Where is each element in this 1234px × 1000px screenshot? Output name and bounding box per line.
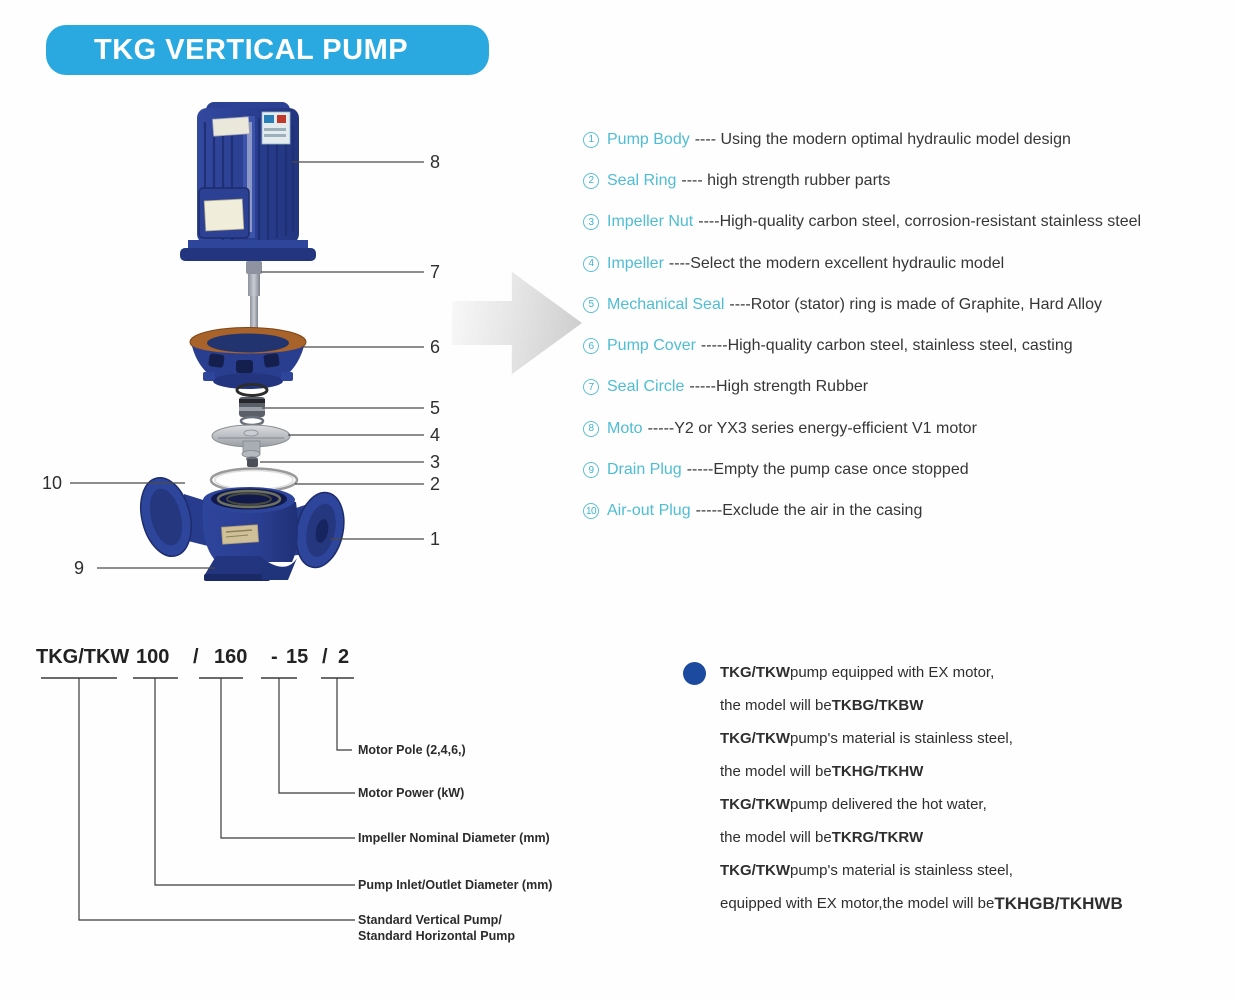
note-lines	[680, 656, 1160, 920]
bullet-icon	[683, 662, 706, 685]
note-text: the model will be	[720, 763, 832, 780]
part-name: Pump Cover	[607, 337, 696, 355]
model-separator: /	[193, 646, 199, 668]
label-inlet-diam: Pump Inlet/Outlet Diameter (mm)	[358, 878, 553, 892]
callout-number-6: 6	[430, 337, 441, 357]
label-series-line1: Standard Vertical Pump/	[358, 913, 502, 927]
model-separator: /	[322, 646, 328, 668]
part-description: -----Y2 or YX3 series energy-efficient V1 motor	[647, 419, 977, 437]
parts-list	[583, 119, 1234, 532]
model-code-text: TKRG/TKRW	[831, 829, 924, 846]
label-series-line2: Standard Horizontal Pump	[358, 929, 515, 943]
model-separator: -	[271, 646, 278, 668]
model-code-lines	[41, 678, 355, 920]
list-item	[583, 449, 1234, 490]
circled-number-icon: 3	[583, 214, 599, 230]
model-code-text: TKBG/TKBW	[831, 697, 924, 714]
note-line	[720, 854, 1160, 887]
note-text: pump's material is stainless steel,	[789, 862, 1013, 879]
model-notes	[680, 656, 1160, 920]
note-line	[720, 788, 1160, 821]
circled-number-icon: 10	[583, 503, 599, 519]
part-name: Pump Body	[607, 130, 690, 148]
callout-number-10: 10	[42, 473, 63, 493]
callout-number-9: 9	[74, 558, 85, 578]
callout-number-5: 5	[430, 398, 441, 418]
callout-number-2: 2	[430, 474, 441, 494]
part-name: Mechanical Seal	[607, 295, 725, 313]
model-code-text: TKG/TKW	[720, 862, 790, 879]
part-name: Impeller	[607, 254, 664, 272]
note-text: pump's material is stainless steel,	[789, 730, 1013, 747]
callout-number-8: 8	[430, 152, 441, 172]
list-item	[583, 119, 1234, 160]
note-line	[720, 887, 1160, 920]
motor-illustration	[180, 102, 316, 261]
note-line	[720, 755, 1160, 788]
list-item	[583, 408, 1234, 449]
model-segment-impeller: 160	[214, 646, 248, 668]
part-description: ---- Using the modern optimal hydraulic model design	[694, 130, 1071, 148]
part-name: Impeller Nut	[607, 213, 694, 231]
model-segment-pole: 2	[338, 646, 350, 668]
pump-body-illustration	[133, 472, 350, 581]
list-item	[583, 284, 1234, 325]
part-description: -----Empty the pump case once stopped	[686, 461, 969, 479]
callout-number-1: 1	[430, 529, 441, 549]
note-line	[720, 821, 1160, 854]
list-item	[583, 325, 1234, 366]
right-arrow-icon	[452, 262, 582, 384]
label-motor-power: Motor Power (kW)	[358, 786, 465, 800]
list-item	[583, 491, 1234, 532]
part-name: Seal Circle	[607, 378, 685, 396]
list-item	[583, 367, 1234, 408]
circled-number-icon: 5	[583, 297, 599, 313]
label-impeller-diam: Impeller Nominal Diameter (mm)	[358, 831, 550, 845]
note-text: pump equipped with EX motor,	[789, 664, 995, 681]
impeller-nut-illustration	[246, 457, 258, 468]
note-text: equipped with EX motor,the model will be	[720, 895, 995, 912]
circled-number-icon: 2	[583, 173, 599, 189]
part-description: ----Select the modern excellent hydraulic model	[668, 254, 1005, 272]
model-code-diagram	[0, 618, 700, 988]
list-item	[583, 243, 1234, 284]
circled-number-icon: 1	[583, 132, 599, 148]
model-code-text: TKG/TKW	[720, 664, 790, 681]
model-code-text: TKG/TKW	[720, 796, 790, 813]
note-text: the model will be	[720, 697, 832, 714]
part-description: ---- high strength rubber parts	[681, 171, 891, 189]
callout-number-4: 4	[430, 425, 441, 445]
circled-number-icon: 4	[583, 256, 599, 272]
note-line	[720, 689, 1160, 722]
impeller-illustration	[212, 425, 290, 458]
model-code-text: TKHG/TKHW	[831, 763, 924, 780]
part-description: -----Exclude the air in the casing	[695, 502, 923, 520]
pump-cover-illustration	[190, 328, 306, 390]
callout-number-3: 3	[430, 452, 441, 472]
pump-exploded-diagram	[0, 90, 470, 610]
circled-number-icon: 6	[583, 338, 599, 354]
note-line	[720, 656, 1160, 689]
note-text: the model will be	[720, 829, 832, 846]
model-code-text: TKHGB/TKHWB	[994, 893, 1123, 913]
model-code-text: TKG/TKW	[720, 730, 790, 747]
circled-number-icon: 9	[583, 462, 599, 478]
page-title: TKG VERTICAL PUMP	[94, 33, 409, 66]
part-name: Drain Plug	[607, 461, 682, 479]
callout-number-7: 7	[430, 262, 441, 282]
list-item	[583, 160, 1234, 201]
part-description: -----High-quality carbon steel, stainless steel, casting	[700, 337, 1073, 355]
part-name: Seal Ring	[607, 171, 677, 189]
note-line	[720, 722, 1160, 755]
list-item	[583, 202, 1234, 243]
note-text: pump delivered the hot water,	[789, 796, 987, 813]
model-segment-power: 15	[286, 646, 309, 668]
circled-number-icon: 8	[583, 421, 599, 437]
label-motor-pole: Motor Pole (2,4,6,)	[358, 743, 466, 757]
part-name: Air-out Plug	[607, 502, 691, 520]
title-banner	[46, 25, 489, 75]
part-description: -----High strength Rubber	[689, 378, 869, 396]
part-description: ----High-quality carbon steel, corrosion-resistant stainless steel	[698, 213, 1142, 231]
model-segment-inlet: 100	[136, 646, 170, 668]
mechanical-seal-illustration	[237, 385, 267, 426]
model-segment-series: TKG/TKW	[36, 646, 130, 668]
part-description: ----Rotor (stator) ring is made of Graphite, Hard Alloy	[729, 295, 1102, 313]
circled-number-icon: 7	[583, 379, 599, 395]
part-name: Moto	[607, 419, 643, 437]
